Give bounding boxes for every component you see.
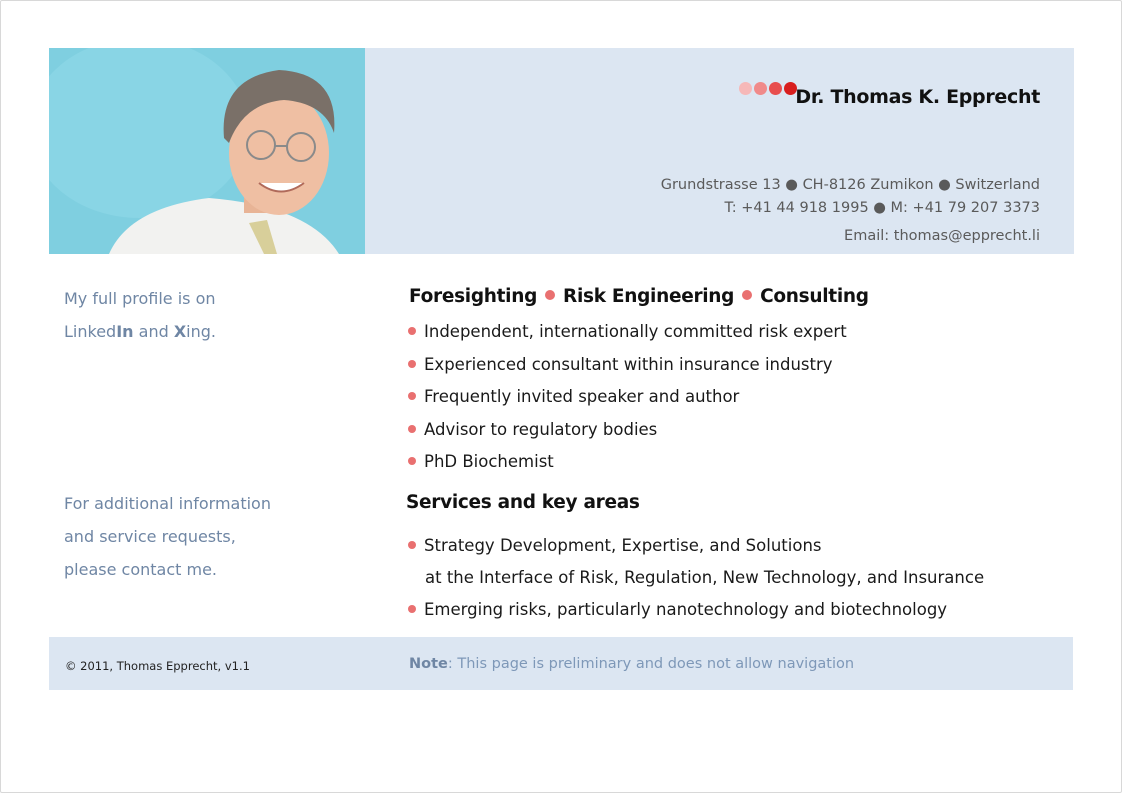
profile-note: [64, 282, 216, 348]
service-item: [408, 536, 822, 555]
note-text: : This page is preliminary and does not allow navigation: [447, 656, 855, 672]
bullet-dot-icon: [408, 457, 416, 465]
bullet-text: Frequently invited speaker and author: [424, 387, 740, 406]
bullet-dot-icon: [408, 605, 416, 613]
bullet-item: [408, 322, 847, 341]
portrait-photo: [49, 48, 365, 254]
service-text: Emerging risks, particularly nanotechnology and biotechnology: [424, 600, 948, 619]
service-item-continuation: at the Interface of Risk, Regulation, New Technology, and Insurance: [425, 568, 985, 587]
contact-note: [64, 487, 271, 586]
address-line: Grundstrasse 13 ● CH-8126 Zumikon ● Switzerland: [660, 177, 1040, 193]
xing-link-emph[interactable]: X: [173, 322, 187, 341]
tagline-item: Consulting: [760, 286, 869, 307]
person-name: Dr. Thomas K. Epprecht: [795, 86, 1040, 108]
separator-dot-icon: [742, 290, 752, 300]
bullet-item: [408, 420, 657, 439]
linkedin-link-emph[interactable]: In: [116, 322, 134, 341]
bullet-dot-icon: [408, 425, 416, 433]
profile-note-line1: My full profile is on: [64, 289, 216, 308]
bullet-dot-icon: [408, 360, 416, 368]
bullet-item: [408, 355, 833, 374]
brand-dot: [769, 82, 782, 95]
tagline-item: Foresighting: [409, 286, 538, 307]
bullet-item: [408, 452, 554, 471]
bullet-dot-icon: [408, 392, 416, 400]
separator-dot-icon: [545, 290, 555, 300]
header-panel: [49, 48, 1074, 254]
footer-panel: [49, 637, 1073, 690]
brand-dot: [754, 82, 767, 95]
bullet-text: PhD Biochemist: [424, 452, 554, 471]
bullet-text: Advisor to regulatory bodies: [424, 420, 658, 439]
services-heading: Services and key areas: [406, 492, 640, 513]
tagline-heading: [409, 286, 869, 307]
contact-note-line2: and service requests,: [64, 527, 236, 546]
service-item: [408, 600, 947, 619]
service-text: Strategy Development, Expertise, and Solutions: [424, 536, 822, 555]
bullet-dot-icon: [408, 541, 416, 549]
email-line[interactable]: Email: thomas@epprecht.li: [844, 228, 1040, 244]
contact-note-line3: please contact me.: [64, 560, 217, 579]
bullet-text: Experienced consultant within insurance industry: [424, 355, 833, 374]
preliminary-note: [409, 656, 854, 672]
bullet-text: Independent, internationally committed risk expert: [424, 322, 847, 341]
bullet-item: [408, 387, 739, 406]
linkedin-link-text[interactable]: Linked: [64, 322, 117, 341]
copyright-text: © 2011, Thomas Epprecht, v1.1: [65, 659, 250, 673]
contact-note-line1: For additional information: [64, 494, 271, 513]
tagline-item: Risk Engineering: [563, 286, 735, 307]
bullet-dot-icon: [408, 327, 416, 335]
brand-dot: [739, 82, 752, 95]
note-label: Note: [409, 656, 448, 672]
phone-line: T: +41 44 918 1995 ● M: +41 79 207 3373: [724, 200, 1040, 216]
profile-note-and: and: [133, 322, 174, 341]
profile-note-line2: [64, 315, 216, 348]
xing-link-text[interactable]: ing.: [186, 322, 216, 341]
